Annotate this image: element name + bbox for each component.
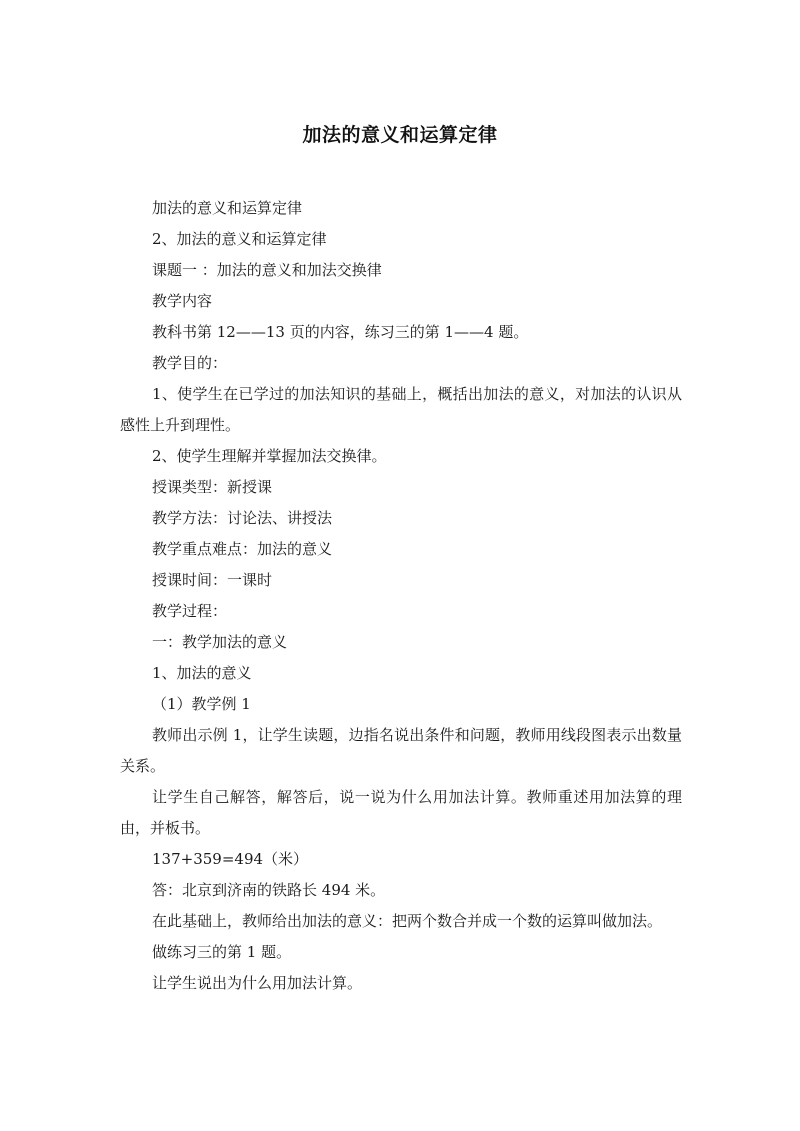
paragraph: 教科书第 12——13 页的内容，练习三的第 1——4 题。 — [152, 323, 529, 341]
paragraph: 让学生自己解答，解答后，说一说为什么用加法计算。教师重述用加法算的理由，并板书。 — [120, 788, 682, 837]
paragraph: 做练习三的第 1 题。 — [152, 943, 292, 961]
paragraph: 教学重点难点：加法的意义 — [152, 540, 333, 558]
paragraph: 1、使学生在已学过的加法知识的基础上，概括出加法的意义，对加法的认识从感性上升到理性。 — [120, 385, 682, 434]
paragraph: 加法的意义和运算定律 — [152, 199, 303, 217]
paragraph: 2、加法的意义和运算定律 — [152, 230, 327, 248]
paragraph: （1）教学例 1 — [152, 695, 251, 713]
paragraph: 教学内容 — [152, 292, 213, 310]
paragraph: 让学生说出为什么用加法计算。 — [152, 974, 363, 992]
document-title: 加法的意义和运算定律 — [302, 124, 498, 146]
paragraph: 137+359=494（米） — [152, 850, 309, 868]
paragraph: 1、加法的意义 — [152, 664, 252, 682]
document-body — [120, 193, 682, 999]
paragraph: 教学过程： — [152, 602, 228, 620]
paragraph: 答：北京到济南的铁路长 494 米。 — [152, 881, 386, 899]
paragraph: 教学方法：讨论法、讲授法 — [152, 509, 333, 527]
paragraph: 教师出示例 1，让学生读题，边指名说出条件和问题，教师用线段图表示出数量关系。 — [120, 726, 682, 775]
paragraph: 在此基础上，教师给出加法的意义：把两个数合并成一个数的运算叫做加法。 — [152, 912, 663, 930]
paragraph: 授课时间：一课时 — [152, 571, 273, 589]
paragraph: 课题一 ：加法的意义和加法交换律 — [152, 261, 382, 279]
paragraph: 教学目的： — [152, 354, 228, 372]
paragraph: 授课类型：新授课 — [152, 478, 273, 496]
paragraph: 一：教学加法的意义 — [152, 633, 288, 651]
paragraph: 2、使学生理解并掌握加法交换律。 — [152, 447, 387, 465]
